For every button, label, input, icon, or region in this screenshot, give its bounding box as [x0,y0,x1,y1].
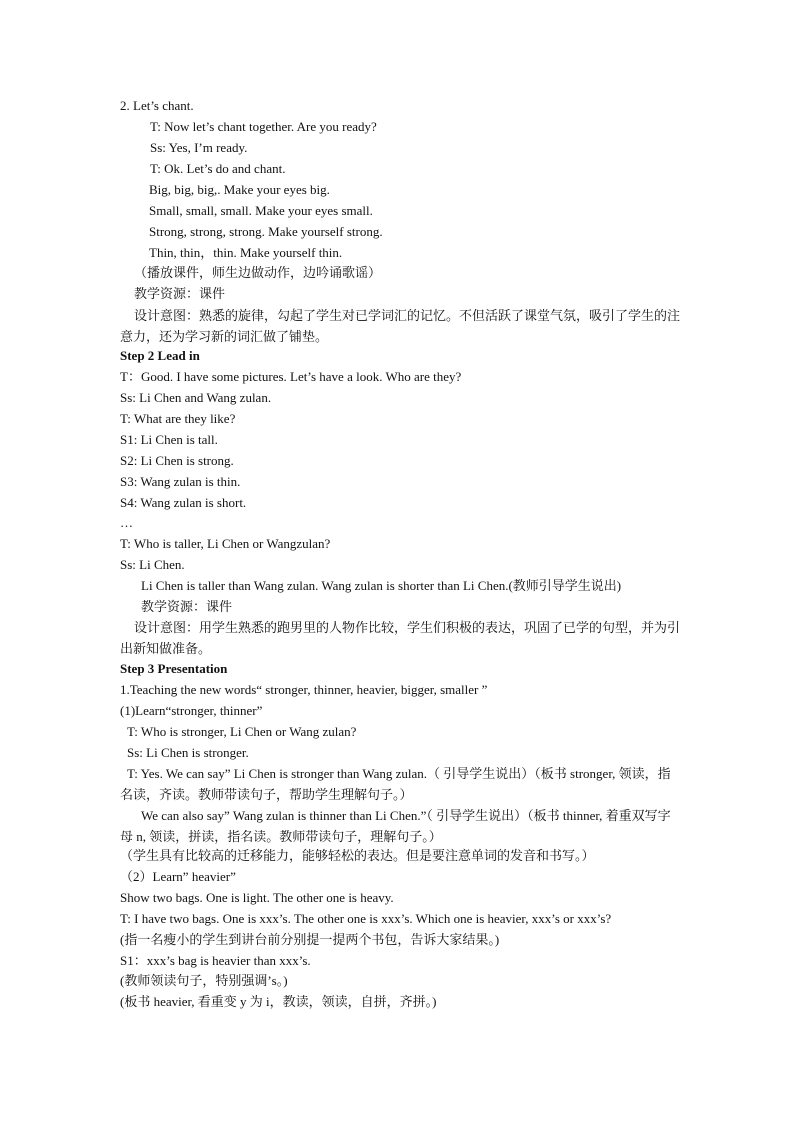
text-line: （2）Learn” heavier” [120,869,236,884]
text-line: Show two bags. One is light. The other one is heavy. [120,890,394,905]
chant-line: Thin, thin，thin. Make yourself thin. [149,245,343,260]
teacher-note: (指一名瘦小的学生到讲台前分别提一提两个书包，告诉大家结果。) [120,932,500,947]
ellipsis-line: … [120,515,133,530]
step-2-heading: Step 2 Lead in [120,348,200,363]
teacher-note: （播放课件，师生边做动作，边吟诵歌谣） [134,265,382,280]
dialogue-line: S1: Li Chen is tall. [120,432,218,447]
teaching-resource: 教学资源：课件 [134,286,226,301]
teaching-resource: 教学资源：课件 [141,599,233,614]
text-line: T: Now let’s chant together. Are you ready? [150,119,377,134]
chant-line: Big, big, big,. Make your eyes big. [149,182,330,197]
dialogue-line: S1：xxx’s bag is heavier than xxx’s. [120,953,311,968]
dialogue-line: Ss: Li Chen and Wang zulan. [120,390,272,405]
dialogue-line: We can also say” Wang zulan is thinner than Li Chen.”（ 引导学生说出）（板书 thinner, 着重双写字母 n, 领读，拼读，指名读。教师带读句子，理解句子。） [120,808,671,844]
design-intent: 设计意图：用学生熟悉的跑男里的人物作比较，学生们积极的表达，巩固了已学的句型，并为引出新知做准备。 [120,620,681,656]
chant-line: Small, small, small. Make your eyes small. [149,203,373,218]
dialogue-line: S3: Wang zulan is thin. [120,474,241,489]
dialogue-line: S2: Li Chen is strong. [120,453,234,468]
dialogue-line: Ss: Li Chen. [120,557,185,572]
text-line: 1.Teaching the new words“ stronger, thinner, heavier, bigger, smaller ” [120,682,488,697]
dialogue-line: T: Who is taller, Li Chen or Wangzulan? [120,536,331,551]
design-intent: 设计意图：熟悉的旋律，勾起了学生对已学词汇的记忆。不但活跃了课堂气氛，吸引了学生的注意力，还为学习新的词汇做了铺垫。 [120,308,681,344]
teacher-note: (教师领读句子，特别强调’s。) [120,973,288,988]
dialogue-line: T：Good. I have some pictures. Let’s have a look. Who are they? [120,369,462,384]
text-line: (1)Learn“stronger, thinner” [120,703,263,718]
teacher-note: (板书 heavier, 看重变 y 为 i，教读，领读，自拼，齐拼。) [120,994,437,1009]
dialogue-line: T: Yes. We can say” Li Chen is stronger than Wang zulan.（ 引导学生说出）（板书 stronger, 领读，指名读，齐读。教师带读句子，帮助学生理解句子。） [120,766,671,802]
section-heading-chant: 2. Let’s chant. [120,98,194,113]
text-line: T: Ok. Let’s do and chant. [150,161,286,176]
dialogue-line: T: Who is stronger, Li Chen or Wang zulan? [127,724,357,739]
dialogue-line: S4: Wang zulan is short. [120,495,247,510]
step-3-heading: Step 3 Presentation [120,661,228,676]
dialogue-line: T: I have two bags. One is xxx’s. The other one is xxx’s. Which one is heavier, xxx’s or xxx’s? [120,911,612,926]
dialogue-line: Ss: Li Chen is stronger. [127,745,249,760]
dialogue-line: Li Chen is taller than Wang zulan. Wang zulan is shorter than Li Chen.(教师引导学生说出) [141,578,622,593]
chant-line: Strong, strong, strong. Make yourself strong. [149,224,383,239]
teacher-note: （学生具有比较高的迁移能力，能够轻松的表达。但是要注意单词的发音和书写。） [120,848,595,863]
text-line: Ss: Yes, I’m ready. [150,140,248,155]
dialogue-line: T: What are they like? [120,411,236,426]
